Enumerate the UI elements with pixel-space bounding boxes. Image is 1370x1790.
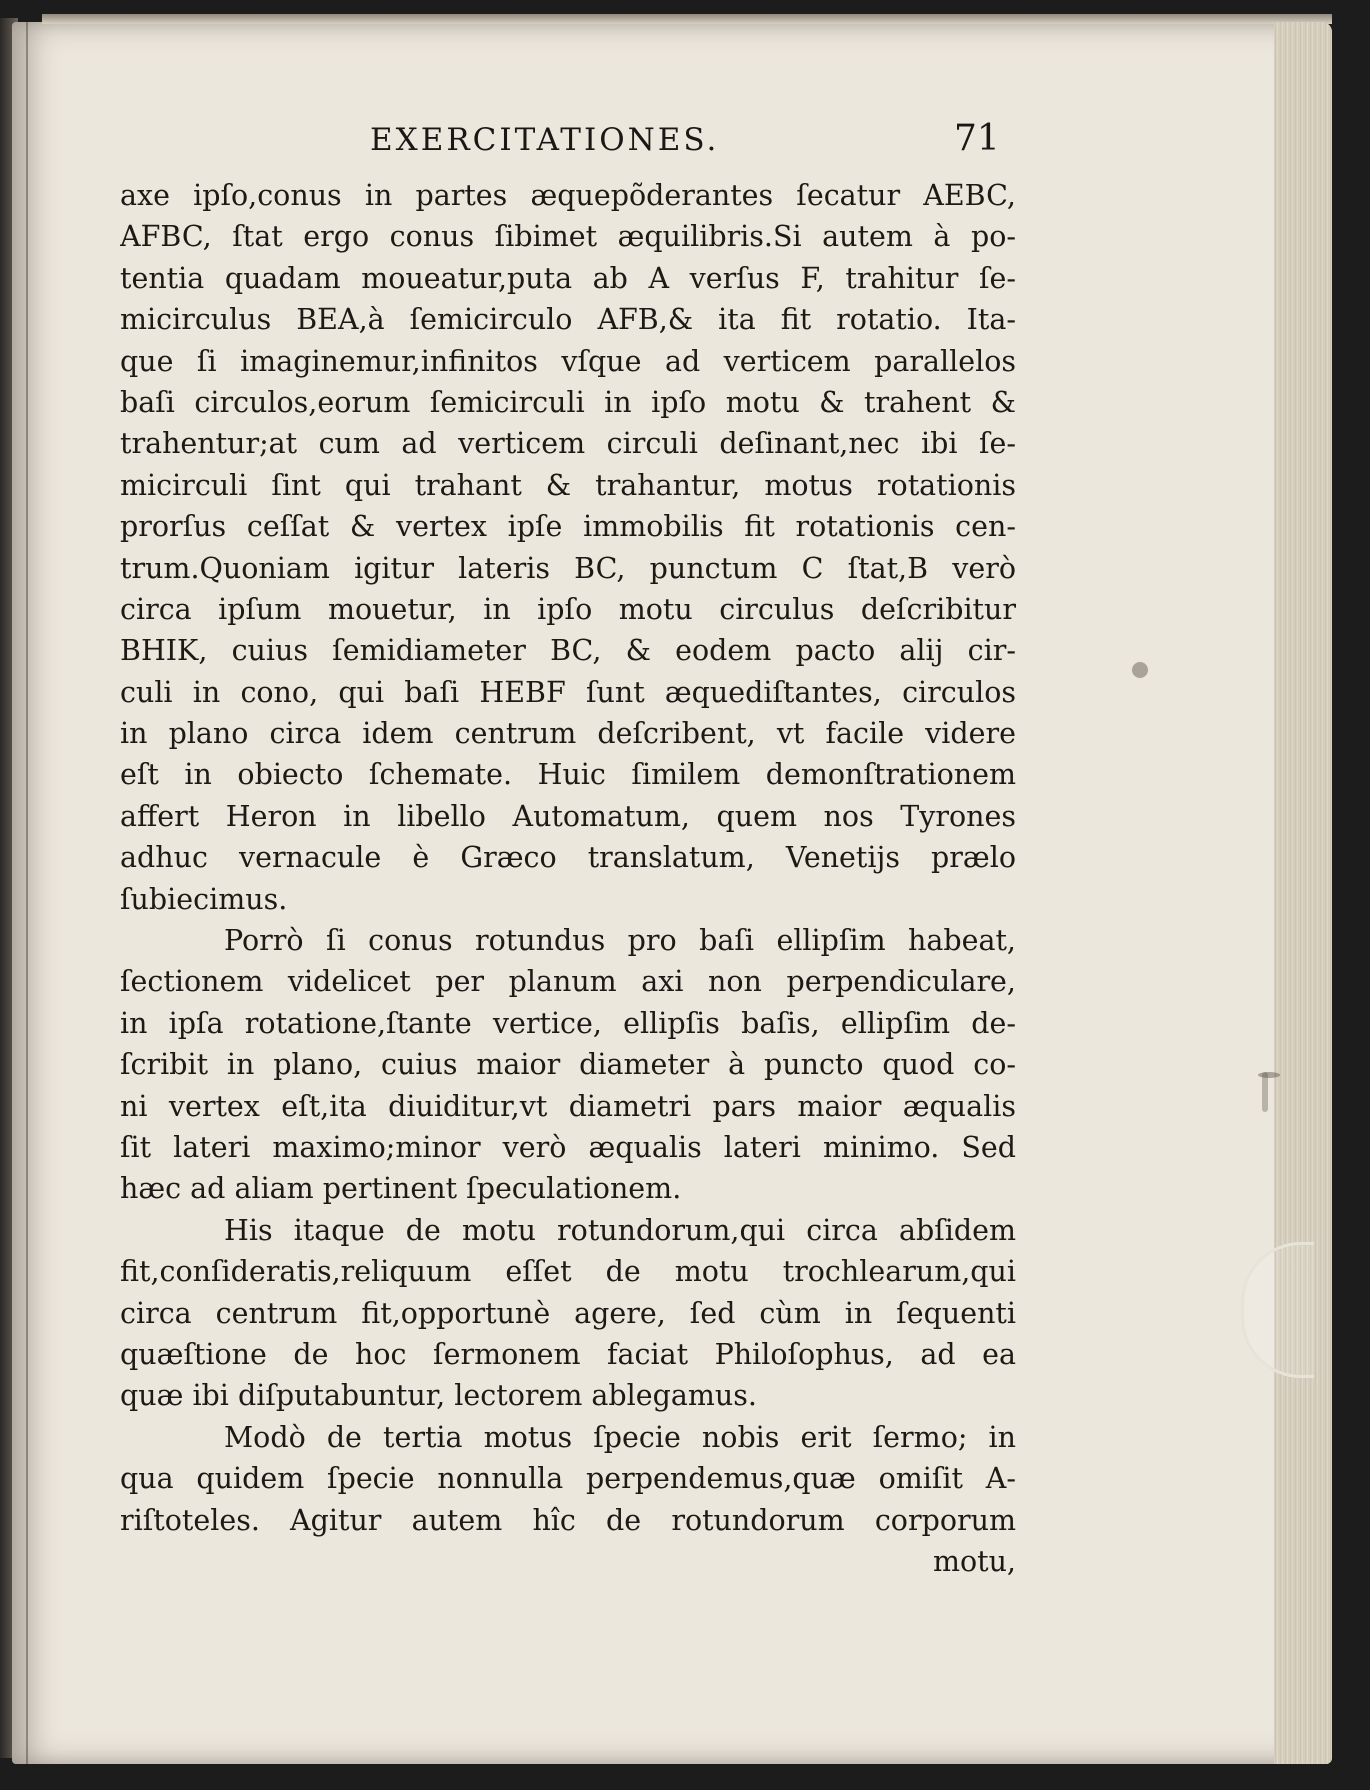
- page-number: 71: [954, 118, 1000, 159]
- running-head: EXERCITATIONES.: [370, 122, 720, 158]
- text-line: qua quidem ſpecie nonnulla perpendemus,quæ omiſit A-: [120, 1462, 1016, 1496]
- text-line: in ipſa rotatione,ſtante vertice, ellipſis baſis, ellipſim de-: [120, 1006, 1016, 1040]
- paragraph-first-line: His itaque de motu rotundorum,qui circa abſidem: [224, 1213, 1016, 1247]
- text-line: trahentur;at cum ad verticem circuli deſinant,nec ibi ſe-: [120, 427, 1016, 461]
- text-line: trum.Quoniam igitur lateris BC, punctum C ſtat,B verò: [120, 551, 1016, 585]
- body-text: [120, 175, 1016, 1582]
- paragraph-first-line: Modò de tertia motus ſpecie nobis erit ſermo; in: [224, 1420, 1016, 1454]
- text-line: ni vertex eſt,ita diuiditur,vt diametri pars maior æqualis: [120, 1089, 1016, 1123]
- paper-speck: [1132, 662, 1148, 678]
- text-line: baſi circulos,eorum ſemicirculi in ipſo motu & trahent &: [120, 385, 1016, 419]
- page-top-edge: [42, 14, 1332, 24]
- text-line: ſubiecimus.: [120, 882, 288, 916]
- text-line: adhuc vernacule è Græco translatum, Venetijs prælo: [120, 841, 1016, 875]
- text-line: ſectionem videlicet per planum axi non perpendiculare,: [120, 965, 1016, 999]
- gutter-line: [26, 22, 28, 1764]
- page-fore-edge: [1274, 22, 1332, 1764]
- text-line: culi in cono, qui baſi HEBF ſunt æquediſtantes, circulos: [120, 675, 1016, 709]
- text-line: riſtoteles. Agitur autem hîc de rotundorum corporum: [120, 1503, 1016, 1537]
- text-line: BHIK, cuius ſemidiameter BC, & eodem pacto alij cir-: [120, 634, 1016, 668]
- text-line: quæſtione de hoc ſermonem faciat Philoſophus, ad ea: [120, 1337, 1016, 1371]
- text-line: circa ipſum mouetur, in ipſo motu circulus deſcribitur: [120, 592, 1016, 626]
- text-line: ſcribit in plano, cuius maior diameter à puncto quod co-: [120, 1048, 1016, 1082]
- text-line: hæc ad aliam pertinent ſpeculationem.: [120, 1172, 682, 1206]
- text-line: eſt in obiecto ſchemate. Huic ſimilem demonſtrationem: [120, 758, 1016, 792]
- text-line: fit,conſideratis,reliquum eſſet de motu trochlearum,qui: [120, 1255, 1016, 1289]
- text-line: micirculus BEA,à ſemicirculo AFB,& ita fit rotatio. Ita-: [120, 303, 1016, 337]
- page-clip-loop: [1241, 1242, 1314, 1378]
- catchword: motu,: [932, 1544, 1016, 1578]
- text-line: micirculi ſint qui trahant & trahantur, motus rotationis: [120, 468, 1016, 502]
- text-line: ſit lateri maximo;minor verò æqualis lateri minimo. Sed: [120, 1130, 1016, 1164]
- text-line: circa centrum fit,opportunè agere, ſed cùm in ſequenti: [120, 1296, 1016, 1330]
- text-line: quæ ibi diſputabuntur, lectorem ablegamus.: [120, 1379, 757, 1413]
- text-line: in plano circa idem centrum deſcribent, vt facile videre: [120, 717, 1016, 751]
- paragraph-first-line: Porrò ſi conus rotundus pro baſi ellipſim habeat,: [224, 924, 1016, 958]
- text-line: prorſus ceſſat & vertex ipſe immobilis fit rotationis cen-: [120, 510, 1016, 544]
- text-line: axe ipſo,conus in partes æquepõderantes ſecatur AEBC,: [120, 179, 1016, 212]
- text-line: AFBC, ſtat ergo conus ſibimet æquilibris.Si autem à po-: [120, 220, 1016, 254]
- text-line: affert Heron in libello Automatum, quem nos Tyrones: [120, 799, 1016, 833]
- text-line: que ſi imaginemur,infinitos vſque ad verticem parallelos: [120, 344, 1016, 378]
- text-line: tentia quadam moueatur,puta ab A verſus F, trahitur ſe-: [120, 261, 1016, 295]
- paper-speck: [1262, 1072, 1268, 1112]
